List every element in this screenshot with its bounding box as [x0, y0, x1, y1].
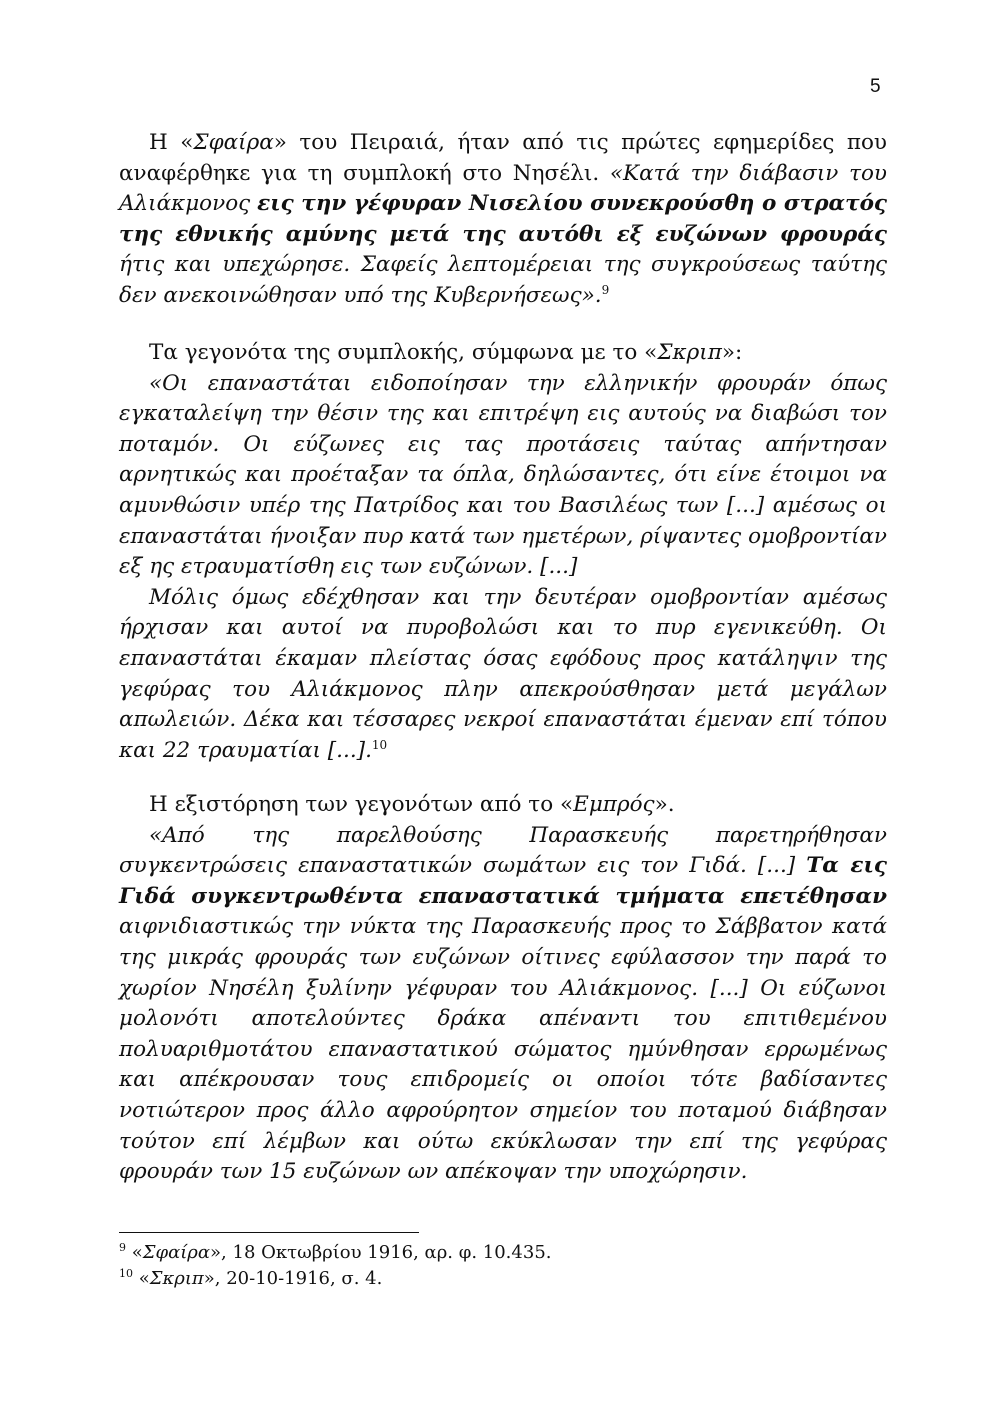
quote-run: ήτις και υπεχώρησε. Σαφείς λεπτομέρειαι της συγκρούσεως ταύτης δεν ανεκοινώθησαν υπό της Κυβερνήσεως».: [119, 252, 887, 308]
footnote-10: [119, 1266, 887, 1292]
text-run: Η εξιστόρηση των γεγονότων από το «: [149, 792, 574, 817]
text-run: «: [138, 1268, 150, 1289]
quote-run: «Κατά την διάβασιν του Αλιάκμονος: [119, 160, 887, 217]
paragraph-embros: [119, 790, 887, 1188]
text-run: », 20-10-1916, σ. 4.: [203, 1268, 383, 1289]
footnote-number: 9: [119, 1241, 126, 1254]
footnote-divider: [119, 1232, 419, 1233]
text-run: » του Πειραιά, ήταν από τις πρώτες εφημερίδες που αναφέρθηκε για τη συμπλοκή στο Νησέλι.: [119, 130, 887, 186]
footnote-ref-9[interactable]: 9: [601, 282, 610, 297]
skrip-quote-2: [119, 583, 887, 767]
page-number: 5: [870, 76, 881, 97]
newspaper-name: Σκριπ: [149, 1268, 204, 1289]
quote-run: αιφνιδιαστικώς την νύκτα της Παρασκευής προς το Σάββατον κατά της μικράς φρουράς των ευζώνων οίτινες εφύλασσον την παρά το χωρίον Νησέλη ξυλίνην γέφυραν του Αλιάκμονος. [...] Οι εύζωνοι μολονότι αποτελούντες δράκα απέναντι του επιτιθεμένου πολυαριθμοτάτου επαναστατικού σώματος ημύνθησαν ερρωμένως και απέκρουσαν τους επιδρομείς οι οποίοι τότε βαδίσαντες νοτιώτερον προς άλλο αφρούρητον σημείον του ποταμού διάβησαν τούτον επί λέμβων και ούτω εκύκλωσαν την επί της γεφύρας φρουράν των 15 ευζώνων ων απέκοψαν την υποχώρησιν.: [119, 914, 887, 1185]
footnote-number: 10: [119, 1267, 133, 1280]
newspaper-name: Σφαίρα: [142, 1242, 211, 1263]
newspaper-name: Σκριπ: [657, 340, 722, 365]
footnote-9: [119, 1240, 887, 1266]
footnote-ref-10[interactable]: 10: [371, 737, 388, 752]
newspaper-name: Σφαίρα: [193, 130, 274, 155]
paragraph-sfaira: [119, 128, 887, 312]
text-run: «: [131, 1242, 143, 1263]
paragraph-skrip: [119, 338, 887, 766]
text-run: », 18 Οκτωβρίου 1916, αρ. φ. 10.435.: [210, 1242, 552, 1263]
skrip-intro: [119, 338, 887, 369]
quote-run: Μόλις όμως εδέχθησαν και την δευτέραν ομοβροντίαν αμέσως ήρχισαν και αυτοί να πυροβολώσι και το πυρ εγενικεύθη. Οι επαναστάται έκαμαν πλείστας όσας εφόδους προς κατάληψιν της γεφύρας του Αλιάκμονος πλην απεκρούσθησαν μετά μεγάλων απωλειών. Δέκα και τέσσαρες νεκροί επαναστάται έμεναν επί τόπου και 22 τραυματίαι [...].: [119, 584, 887, 763]
text-run: Τα γεγονότα της συμπλοκής, σύμφωνα με το «: [149, 340, 658, 365]
text-run: »:: [721, 340, 743, 365]
quote-emphasis: Τα εις Γιδά συγκεντρωθέντα επαναστατικά τμήματα επετέθησαν: [119, 853, 887, 909]
quote-emphasis: εις την γέφυραν Νισελίου συνεκρούσθη ο στρατός της εθνικής αμύνης μετά της αυτόθι εξ ευζώνων φρουράς: [119, 191, 887, 247]
quote-run: «Από της παρελθούσης Παρασκευής παρετηρήθησαν συγκεντρώσεις επαναστατικών σωμάτων εις τον Γιδά. [...]: [119, 822, 887, 879]
text-run: ».: [654, 792, 675, 817]
skrip-quote-1: «Οι επαναστάται ειδοποίησαν την ελληνικήν φρουράν όπως εγκαταλείψη την θέσιν της και επιτρέψη εις αυτούς να διαβώσι τον ποταμόν. Οι εύζωνες εις τας προτάσεις ταύτας απήντησαν αρνητικώς και προέταξαν τα όπλα, δηλώσαντες, ότι είνε έτοιμοι να αμυνθώσιν υπέρ της Πατρίδος και του Βασιλέως των [...] αμέσως οι επαναστάται ήνοιξαν πυρ κατά των ημετέρων, ρίψαντες ομοβροντίαν εξ ης ετραυματίσθη εις των ευζώνων. [...]: [119, 370, 887, 580]
embros-quote: [119, 821, 887, 1188]
text-run: Η «: [149, 130, 194, 155]
newspaper-name: Εμπρός: [573, 792, 655, 817]
embros-intro: [119, 790, 887, 821]
